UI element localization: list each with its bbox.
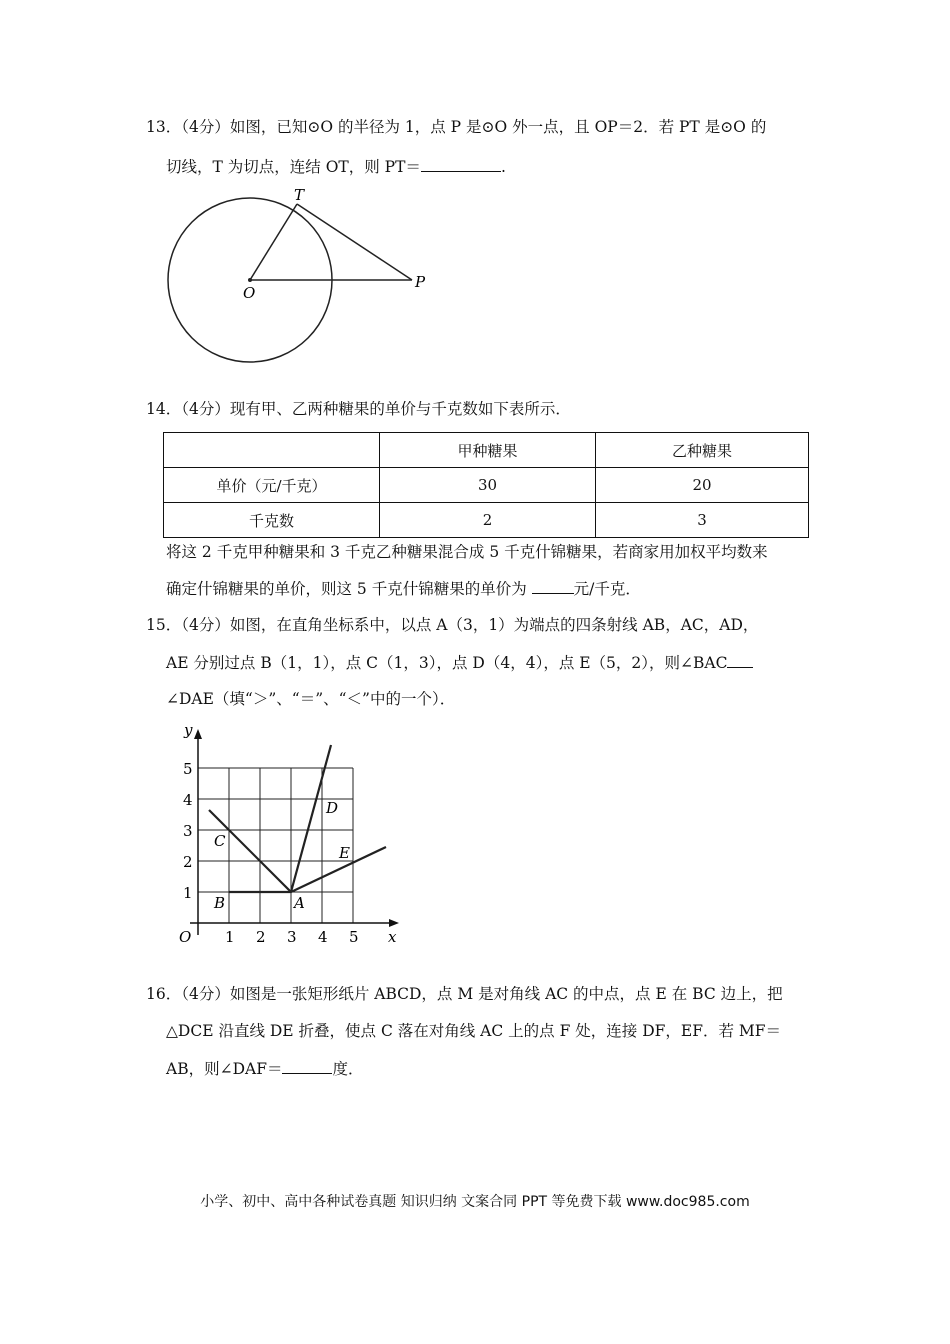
q14-answer-blank[interactable] (532, 577, 574, 594)
x-tick-label: 2 (256, 928, 266, 946)
q14-line3-end: 元/千克． (573, 580, 641, 598)
q15-line2-text: AE 分别过点 B（1，1），点 C（1，3），点 D（4，4），点 E（5，2），则∠BAC (166, 654, 728, 672)
table-cell (164, 433, 380, 468)
q15-line3: ∠DAE（填“＞”、“＝”、“＜”中的一个）． (166, 690, 456, 708)
q14-line2: 将这 2 千克甲种糖果和 3 千克乙种糖果混合成 5 千克什锦糖果，若商家用加权平均数来 (166, 543, 768, 561)
table-cell: 千克数 (164, 503, 380, 538)
segment-tp (297, 204, 412, 280)
q13-line1: 13．（4分）如图，已知⊙O 的半径为 1，点 P 是⊙O 外一点，且 OP＝2．若 PT 是⊙O 的 (146, 118, 767, 136)
y-axis-label: y (184, 721, 193, 739)
label-b: B (214, 894, 226, 912)
table-cell: 30 (380, 468, 596, 503)
q13-circle-figure (160, 185, 450, 370)
q13-line2-text: 切线，T 为切点，连结 OT，则 PT＝ (166, 158, 421, 176)
table-cell: 20 (596, 468, 809, 503)
x-tick-label: 1 (225, 928, 235, 946)
y-tick-label: 5 (183, 760, 193, 778)
ray-ac (209, 810, 291, 892)
table-cell: 甲种糖果 (380, 433, 596, 468)
table-row (164, 433, 809, 468)
label-d: D (326, 799, 339, 817)
y-tick-label: 3 (183, 822, 193, 840)
q15-coordinate-figure (168, 715, 408, 950)
q16-line3 (166, 1057, 363, 1080)
q16-line3-end: 度． (332, 1060, 364, 1078)
q14-line1: 14．（4分）现有甲、乙两种糖果的单价与千克数如下表所示． (146, 400, 571, 418)
q14-line3 (166, 577, 641, 600)
q15-answer-blank[interactable] (727, 651, 753, 668)
x-tick-label: 3 (287, 928, 297, 946)
x-tick-label: 4 (318, 928, 328, 946)
label-t: T (294, 186, 305, 204)
table-cell: 2 (380, 503, 596, 538)
q16-line1: 16．（4分）如图是一张矩形纸片 ABCD，点 M 是对角线 AC 的中点，点 E 在 BC 边上，把 (146, 985, 783, 1003)
table-cell: 单价（元/千克） (164, 468, 380, 503)
q15-line1: 15．（4分）如图，在直角坐标系中，以点 A（3，1）为端点的四条射线 AB，AC，AD， (146, 616, 759, 634)
label-a: A (294, 894, 305, 912)
q13-line2 (166, 155, 506, 178)
q13-line2-end: . (500, 158, 506, 176)
q16-line3-text: AB，则∠DAF＝ (166, 1060, 283, 1078)
y-axis-arrow (194, 729, 202, 739)
table-row (164, 468, 809, 503)
q14-line3-text: 确定什锦糖果的单价，则这 5 千克什锦糖果的单价为 (166, 580, 532, 598)
table-cell: 3 (596, 503, 809, 538)
y-tick-label: 2 (183, 853, 193, 871)
x-axis-label: x (388, 928, 397, 946)
y-tick-label: 1 (183, 884, 193, 902)
candy-price-table (163, 432, 809, 538)
label-p: P (415, 273, 426, 291)
label-e: E (339, 844, 350, 862)
label-o: O (243, 284, 256, 302)
table-row (164, 503, 809, 538)
label-c: C (214, 832, 226, 850)
q16-answer-blank[interactable] (282, 1057, 332, 1074)
table-cell: 乙种糖果 (596, 433, 809, 468)
ray-ad (291, 745, 331, 892)
origin-label: O (179, 928, 192, 946)
q16-line2: △DCE 沿直线 DE 折叠，使点 C 落在对角线 AC 上的点 F 处，连接 DF，EF．若 MF＝ (166, 1022, 782, 1040)
q13-answer-blank[interactable] (421, 155, 501, 172)
y-tick-label: 4 (183, 791, 193, 809)
segment-ot (250, 204, 297, 280)
center-point (248, 278, 252, 282)
page-footer: 小学、初中、高中各种试卷真题 知识归纳 文案合同 PPT 等免费下载 www.doc985.com (200, 1194, 750, 1210)
x-tick-label: 5 (349, 928, 359, 946)
x-axis-arrow (389, 919, 399, 927)
q15-line2 (166, 651, 753, 674)
